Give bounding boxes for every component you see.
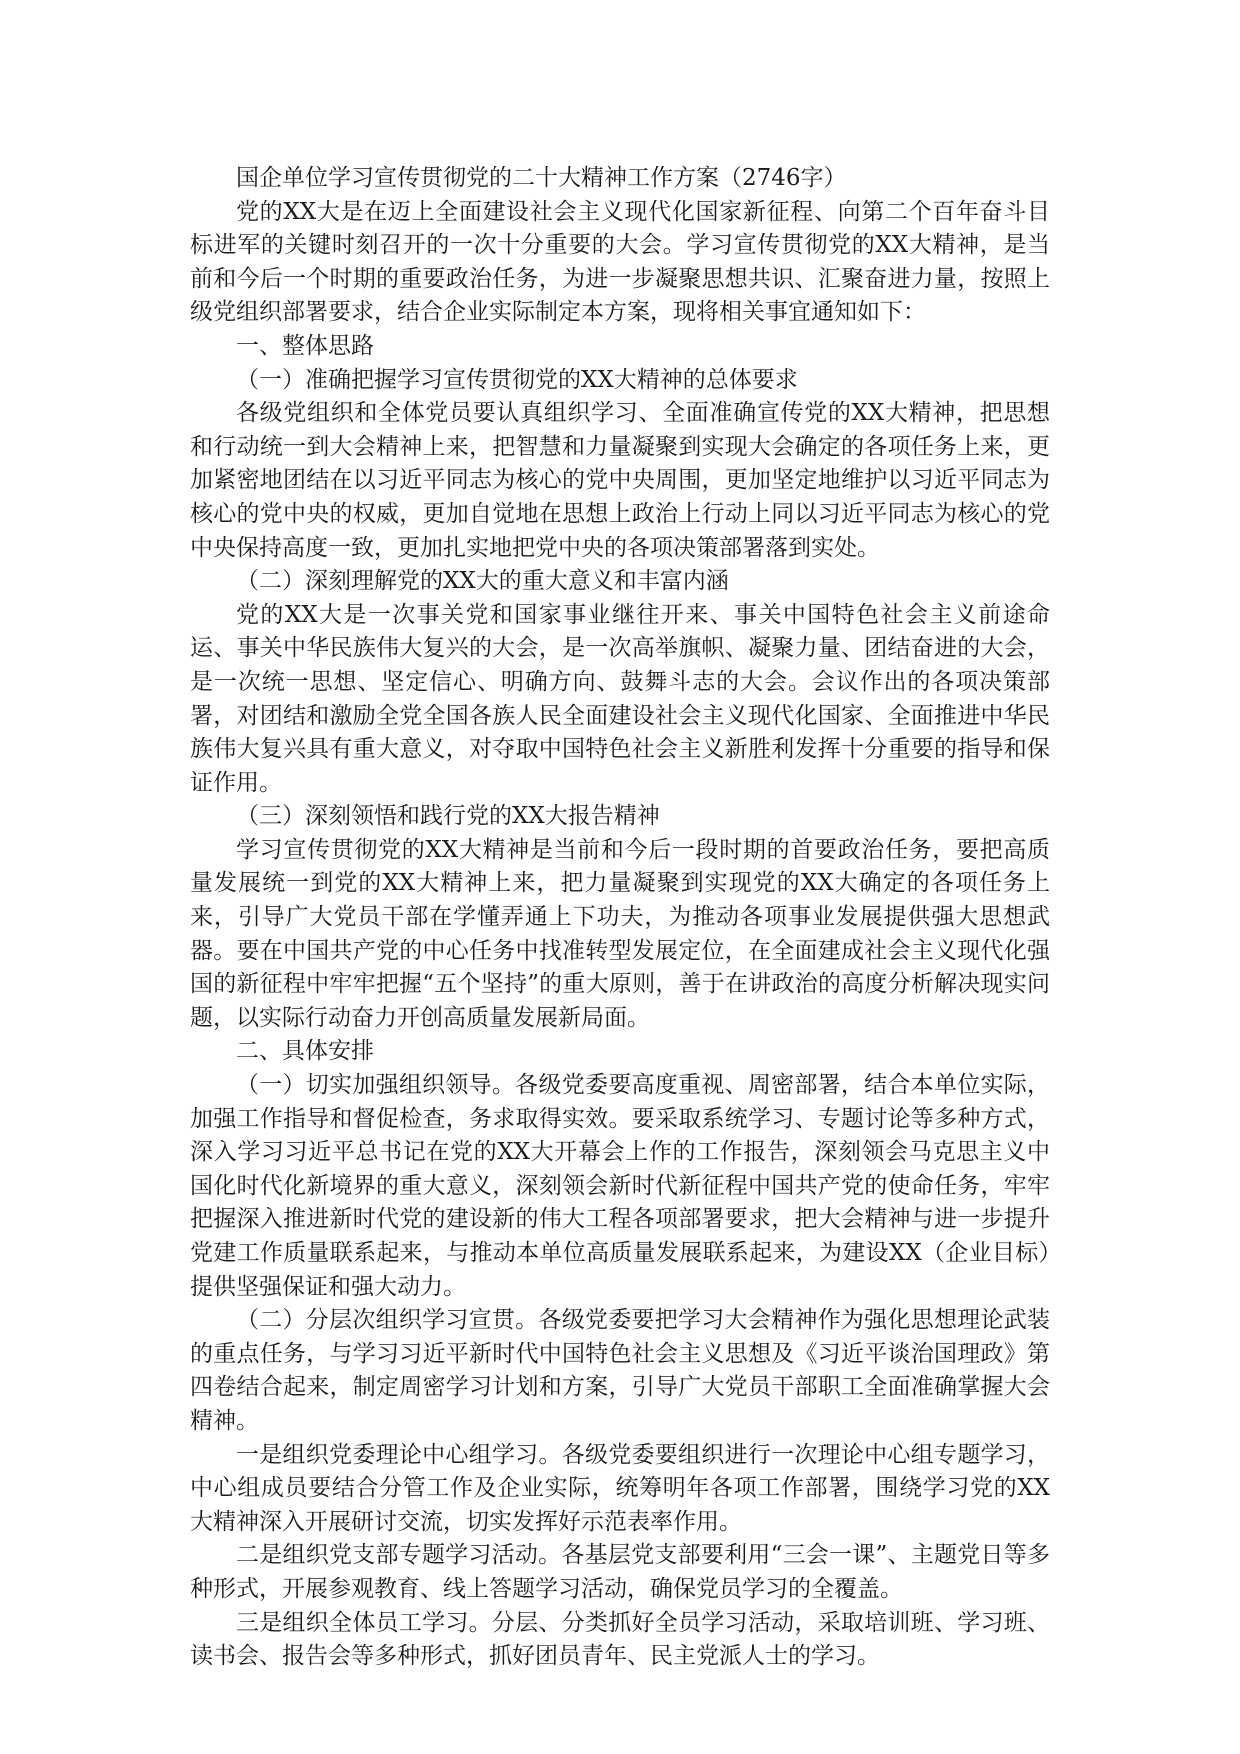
intro-paragraph: 党的XX大是在迈上全面建设社会主义现代化国家新征程、向第二个百年奋斗目标进军的关键时刻召开的一次十分重要的大会。学习宣传贯彻党的XX大精神，是当前和今后一个时期的重要政治任务，为进一步凝聚思想共识、汇聚奋进力量，按照上级党组织部署要求，结合企业实际制定本方案，现将相关事宜通知如下： xyxy=(190,198,1050,326)
document-page xyxy=(190,162,1050,1674)
section-1-heading: 一、整体思路 xyxy=(236,332,374,359)
section-1-sub-3-body: 学习宣传贯彻党的XX大精神是当前和今后一段时期的首要政治任务，要把高质量发展统一到党的XX大精神上来，把力量凝聚到实现党的XX大确定的各项任务上来，引导广大党员干部在学懂弄通上下功夫，为推动各项事业发展提供强大思想武器。要在中国共产党的中心任务中找准转型发展定位，在全面建成社会主义现代化强国的新征程中牢牢把握“五个坚持”的重大原则，善于在讲政治的高度分析解决现实问题，以实际行动奋力开创高质量发展新局面。 xyxy=(190,836,1050,1031)
section-1-sub-1-body: 各级党组织和全体党员要认真组织学习、全面准确宣传党的XX大精神，把思想和行动统一到大会精神上来，把智慧和力量凝聚到实现大会确定的各项任务上来，更加紧密地团结在以习近平同志为核心的党中央周围，更加坚定地维护以习近平同志为核心的党中央的权威，更加自觉地在思想上政治上行动上同以习近平同志为核心的党中央保持高度一致，更加扎实地把党中央的各项决策部署落到实处。 xyxy=(190,400,1050,561)
section-1-sub-2-heading: （二）深刻理解党的XX大的重大意义和丰富内涵 xyxy=(236,568,729,595)
section-2-point-3: 三是组织全体员工学习。分层、分类抓好全员学习活动，采取培训班、学习班、读书会、报告会等多种形式，抓好团员青年、民主党派人士的学习。 xyxy=(190,1609,1050,1670)
section-2-item-2: （二）分层次组织学习宣贯。各级党委要把学习大会精神作为强化思想理论武装的重点任务，与学习习近平新时代中国特色社会主义思想及《习近平谈治国理政》第四卷结合起来，制定周密学习计划和方案，引导广大党员干部职工全面准确掌握大会精神。 xyxy=(190,1307,1050,1434)
section-2-point-2: 二是组织党支部专题学习活动。各基层党支部要利用“三会一课”、主题党日等多种形式，开展参观教育、线上答题学习活动，确保党员学习的全覆盖。 xyxy=(190,1542,1050,1602)
document-title: 国企单位学习宣传贯彻党的二十大精神工作方案（2746字） xyxy=(236,165,847,191)
section-1-sub-3-heading: （三）深刻领悟和践行党的XX大报告精神 xyxy=(236,803,660,830)
section-2-item-1: （一）切实加强组织领导。各级党委要高度重视、周密部署，结合本单位实际，加强工作指导和督促检查，务求取得实效。要采取系统学习、专题讨论等多种方式，深入学习习近平总书记在党的XX大开幕会上作的工作报告，深刻领会马克思主义中国化时代化新境界的重大意义，深刻领会新时代新征程中国共产党的使命任务，牢牢把握深入推进新时代党的建设新的伟大工程各项部署要求，把大会精神与进一步提升党建工作质量联系起来，与推动本单位高质量发展联系起来，为建设XX（企业目标）提供坚强保证和强大动力。 xyxy=(190,1072,1050,1300)
section-1-sub-1-heading: （一）准确把握学习宣传贯彻党的XX大精神的总体要求 xyxy=(236,366,798,393)
section-1-sub-2-body: 党的XX大是一次事关党和国家事业继往开来、事关中国特色社会主义前途命运、事关中华民族伟大复兴的大会，是一次高举旗帜、凝聚力量、团结奋进的大会，是一次统一思想、坚定信心、明确方向、鼓舞斗志的大会。会议作出的各项决策部署，对团结和激励全党全国各族人民全面建设社会主义现代化国家、全面推进中华民族伟大复兴具有重大意义，对夺取中国特色社会主义新胜利发挥十分重要的指导和保证作用。 xyxy=(190,601,1050,796)
section-2-point-1: 一是组织党委理论中心组学习。各级党委要组织进行一次理论中心组专题学习，中心组成员要结合分管工作及企业实际，统筹明年各项工作部署，围绕学习党的XX大精神深入开展研讨交流，切实发挥好示范表率作用。 xyxy=(190,1441,1050,1535)
section-2-heading: 二、具体安排 xyxy=(236,1038,374,1065)
